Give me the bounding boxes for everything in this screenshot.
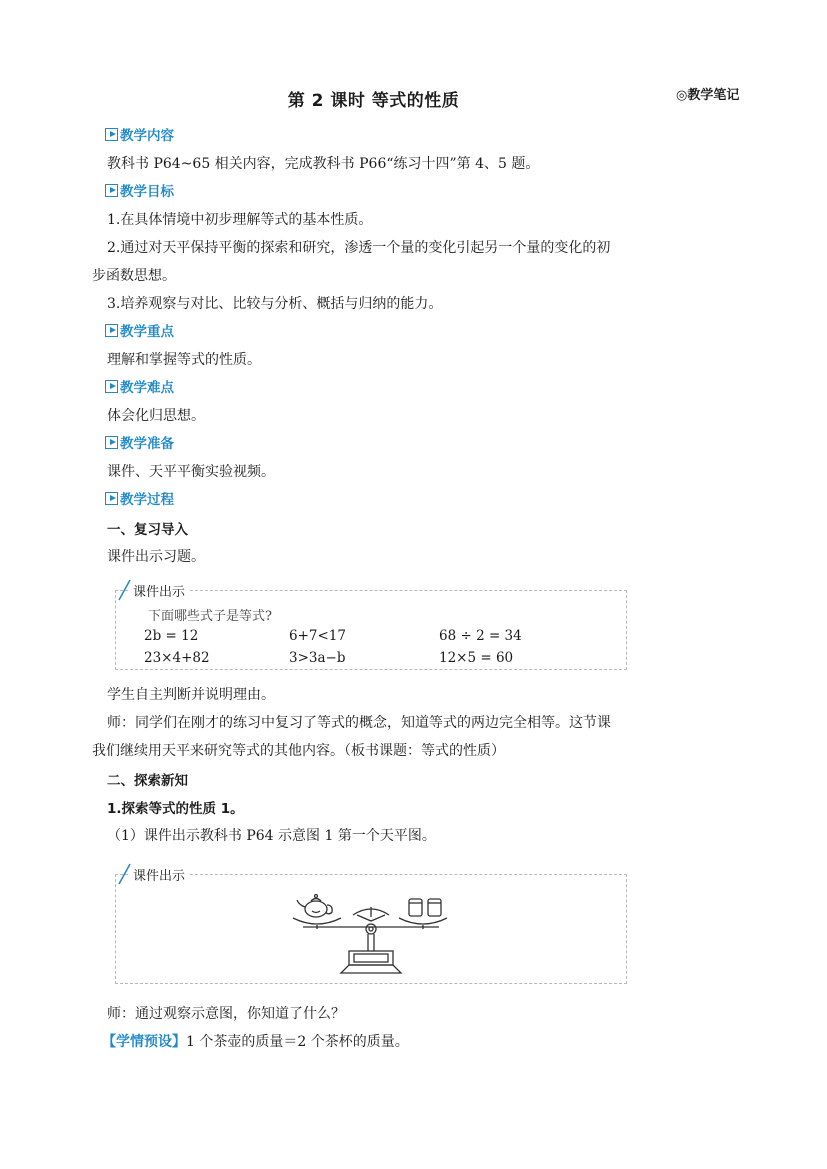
section-heading-text: 教学目标 [120, 184, 174, 200]
part1-text: 课件出示习题。 [107, 549, 205, 565]
section-heading-content [105, 125, 174, 143]
goal-item-2-line1: 2.通过对天平保持平衡的探索和研究，渗透一个量的变化引起另一个量的变化的初 [107, 240, 611, 256]
play-icon [105, 436, 118, 449]
exercise-question: 下面哪些式子是等式? [148, 609, 272, 624]
student-preset-line [102, 1031, 409, 1051]
play-icon [105, 492, 118, 505]
goal-item-3: 3.培养观察与对比、比较与分析、概括与归纳的能力。 [107, 296, 443, 312]
section-heading-text: 教学准备 [120, 436, 174, 452]
goal-item-1: 1.在具体情境中初步理解等式的基本性质。 [107, 212, 373, 228]
section-heading-text: 教学难点 [120, 380, 174, 396]
section-heading-text: 教学重点 [120, 324, 174, 340]
preset-tag: 【学情预设】 [102, 1034, 186, 1050]
goal-item-2-line2: 步函数思想。 [92, 268, 176, 284]
section-heading-text: 教学内容 [120, 128, 174, 144]
play-icon [105, 324, 118, 337]
expression: 2b = 12 [144, 628, 199, 644]
section-heading-process [105, 489, 174, 507]
section-heading-key-points [105, 321, 174, 339]
part2-title: 二、探索新知 [107, 773, 188, 789]
courseware-label: 课件出示 [130, 581, 188, 600]
page-title: 第 2 课时 等式的性质 [287, 91, 460, 111]
preparation-text: 课件、天平平衡实验视频。 [107, 464, 275, 480]
expression: 6+7<17 [289, 628, 346, 644]
expression: 12×5 = 60 [439, 650, 514, 666]
section-heading-text: 教学过程 [120, 492, 174, 508]
play-icon [105, 184, 118, 197]
student-judgment-text: 学生自主判断并说明理由。 [107, 687, 275, 703]
part1-title: 一、复习导入 [107, 522, 188, 538]
courseware-slash-decoration [117, 579, 131, 601]
courseware-label: 课件出示 [130, 865, 188, 884]
courseware-slash-decoration [117, 863, 131, 885]
sub1-title: 1.探索等式的性质 1。 [107, 801, 244, 817]
section-heading-preparation [105, 433, 174, 451]
expression: 68 ÷ 2 = 34 [439, 628, 522, 644]
content-text: 教科书 P64~65 相关内容，完成教科书 P66“练习十四”第 4、5 题。 [107, 156, 540, 172]
play-icon [105, 380, 118, 393]
balance-scale-illustration [291, 885, 451, 977]
key-points-text: 理解和掌握等式的性质。 [107, 352, 261, 368]
preset-text: 1 个茶壶的质量＝2 个茶杯的质量。 [186, 1034, 409, 1050]
play-icon [105, 128, 118, 141]
teaching-notes-label: ◎教学笔记 [676, 88, 740, 103]
section-heading-difficulties [105, 377, 174, 395]
courseware-box-balance [115, 869, 627, 984]
difficulties-text: 体会化归思想。 [107, 408, 205, 424]
expression: 3>3a−b [289, 650, 346, 666]
sub1-item-1: （1）课件出示教科书 P64 示意图 1 第一个天平图。 [107, 828, 436, 844]
teacher-speech-1-line2: 我们继续用天平来研究等式的其他内容。（板书课题：等式的性质） [92, 743, 505, 759]
teacher-speech-1-line1: 师：同学们在刚才的练习中复习了等式的概念，知道等式的两边完全相等。这节课 [107, 715, 611, 731]
teacher-speech-2: 师：通过观察示意图，你知道了什么？ [107, 1006, 345, 1022]
section-heading-goals [105, 181, 174, 199]
expression: 23×4+82 [144, 650, 210, 666]
courseware-box-exercise [115, 585, 627, 670]
